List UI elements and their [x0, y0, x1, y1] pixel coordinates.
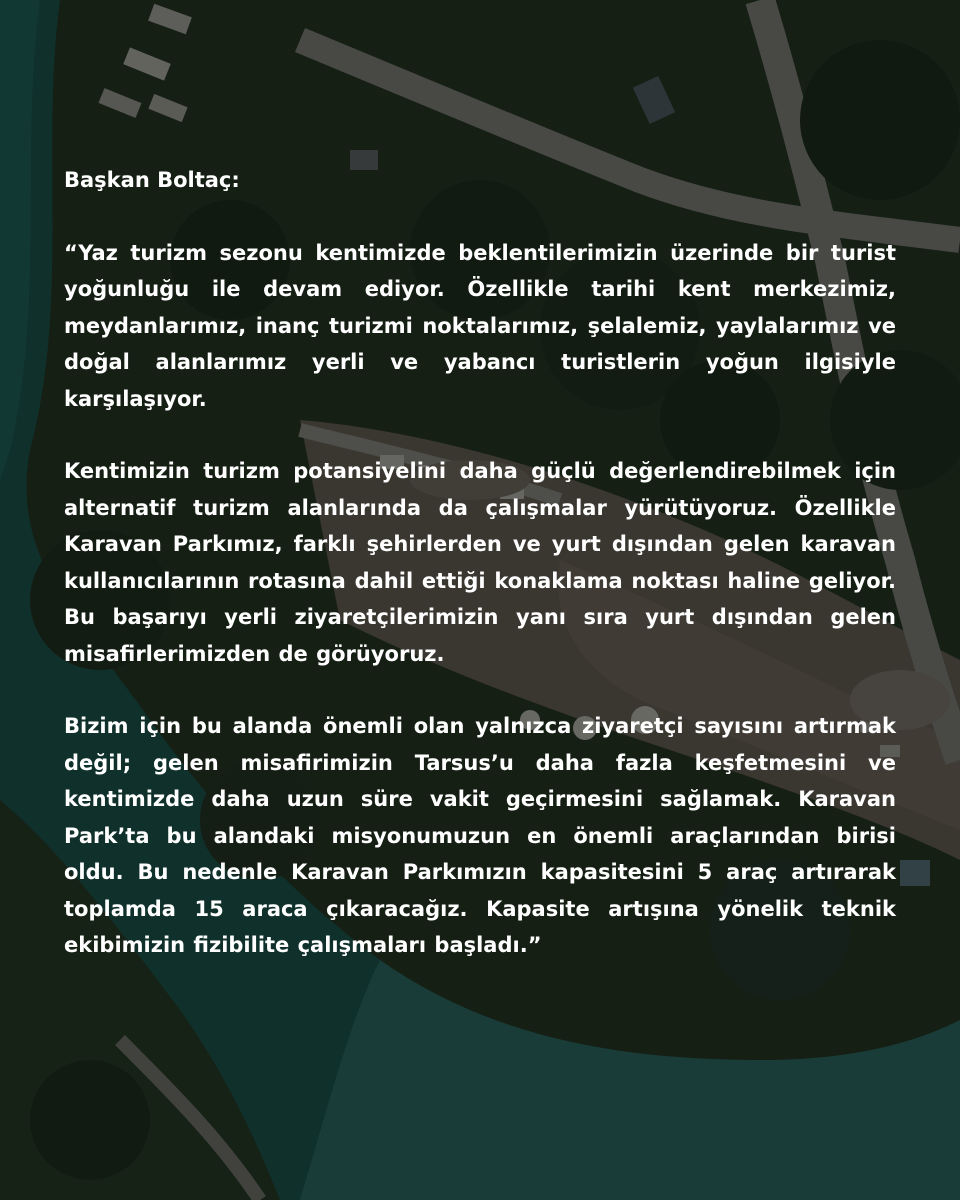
speaker-heading: Başkan Boltaç:: [64, 168, 240, 192]
quote-paragraph-1: “Yaz turizm sezonu kentimizde beklentilerimizin üzerinde bir turist yoğunluğu ile devam ediyor. Özellikle tarihi kent merkezimiz, meydanlarımız, inanç turizmi noktalarımız, şelalemiz, yaylalarımız ve doğal alanlarımız yerli ve yabancı turistlerin yoğun ilgisiyle karşılaşıyor.: [64, 240, 896, 411]
quote-paragraph-2: Kentimizin turizm potansiyelini daha güçlü değerlendirebilmek için alternatif turizm alanlarında da çalışmalar yürütüyoruz. Özellikle Karavan Parkımız, farklı şehirlerden ve yurt dışından gelen karavan kullanıcılarının rotasına dahil ettiği konaklama noktası haline geliyor. Bu başarıyı yerli ziyaretçilerimizin yanı sıra yurt dışından gelen misafirlerimizden de görüyoruz.: [64, 459, 896, 666]
quote-text-block: [64, 162, 896, 964]
quote-paragraph-3: Bizim için bu alanda önemli olan yalnızca ziyaretçi sayısını artırmak değil; gelen misafirimizin Tarsus’u daha fazla keşfetmesini ve kentimizde daha uzun süre vakit geçirmesini sağlamak. Karavan Park’ta bu alandaki misyonumuzun en önemli araçlarından birisi oldu. Bu nedenle Karavan Parkımızın kapasitesini 5 araç artırarak toplamda 15 araca çıkaracağız. Kapasite artışına yönelik teknik ekibimizin fizibilite çalışmaları başladı.”: [64, 714, 896, 957]
